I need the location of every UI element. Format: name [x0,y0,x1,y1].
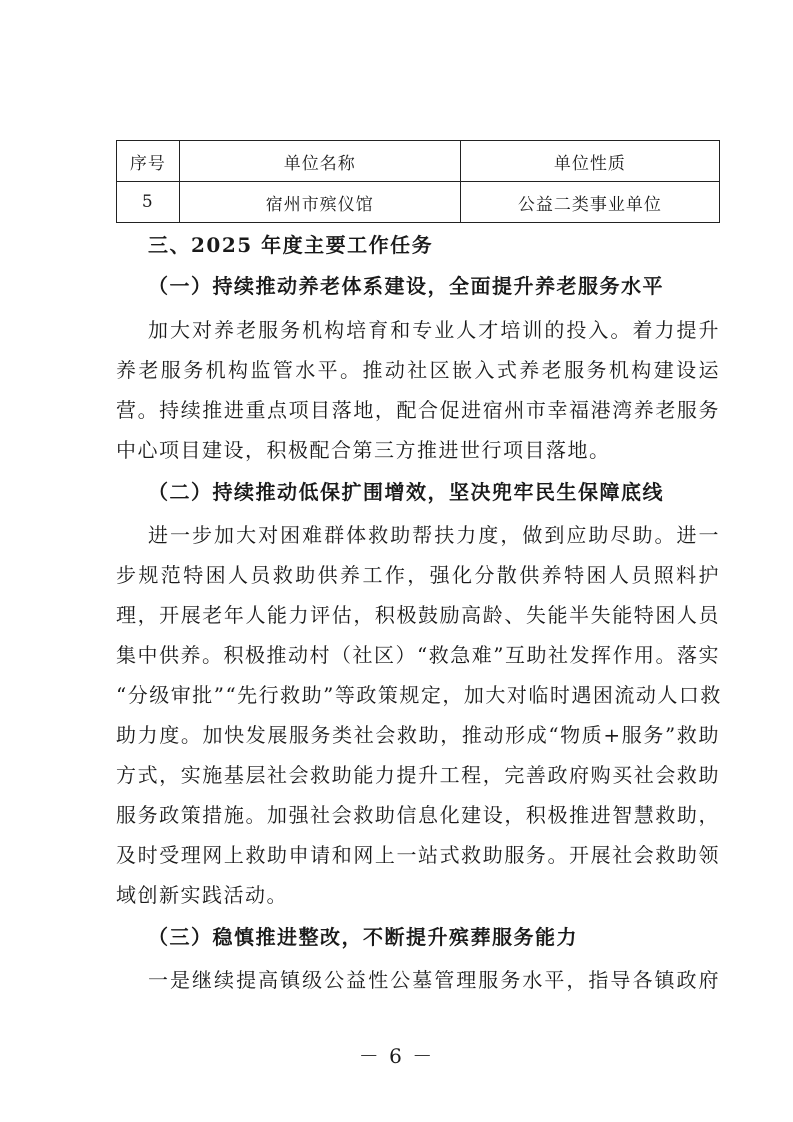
paragraph-line: 中心项目建设，积极配合第三方推进世行项目落地。 [116,438,611,462]
paragraph-line: 一是继续提高镇级公益性公墓管理服务水平，指导各镇政府 [148,968,720,992]
paragraph-line: 营。持续推进重点项目落地，配合促进宿州市幸福港湾养老服务 [116,398,720,422]
paragraph-line: 及时受理网上救助申请和网上一站式救助服务。开展社会救助领 [116,843,720,867]
paragraph-line: 方式，实施基层社会救助能力提升工程，完善政府购买社会救助 [116,763,720,787]
table-cell-unit-nature: 公益二类事业单位 [460,182,719,223]
paragraph-line: 步规范特困人员救助供养工作，强化分散供养特困人员照料护 [116,563,720,587]
subsection-heading-3: （三）稳慎推进整改，不断提升殡葬服务能力 [148,925,578,949]
unit-table [116,140,720,223]
paragraph-line: 养老服务机构监管水平。推动社区嵌入式养老服务机构建设运 [116,358,720,382]
paragraph-line: 服务政策措施。加强社会救助信息化建设，积极推进智慧救助， [116,803,720,827]
paragraph-line: 集中供养。积极推动村（社区）“救急难”互助社发挥作用。落实 [116,643,720,667]
header-cell-unit-nature: 单位性质 [460,141,719,182]
table-row [117,182,720,223]
subsection-heading-2: （二）持续推动低保扩围增效，坚决兜牢民生保障底线 [148,480,664,504]
paragraph-line: 加大对养老服务机构培育和专业人才培训的投入。着力提升 [148,318,720,342]
paragraph-line: “分级审批”“先行救助”等政策规定，加大对临时遇困流动人口救 [116,683,722,707]
paragraph-line: 理，开展老年人能力评估，积极鼓励高龄、失能半失能特困人员 [116,603,720,627]
page-number: － 6 － [358,1044,435,1068]
table-cell-index: 5 [117,182,180,223]
paragraph-line: 助力度。加快发展服务类社会救助，推动形成“物质+服务”救助 [116,723,720,747]
paragraph-line: 域创新实践活动。 [116,883,288,907]
section-title: 三、2025 年度主要工作任务 [148,233,434,257]
table-header-row [117,141,720,182]
table-cell-unit-name: 宿州市殡仪馆 [179,182,460,223]
header-cell-unit-name: 单位名称 [179,141,460,182]
subsection-heading-1: （一）持续推动养老体系建设，全面提升养老服务水平 [148,274,664,298]
paragraph-line: 进一步加大对困难群体救助帮扶力度，做到应助尽助。进一 [148,523,720,547]
header-cell-index: 序号 [117,141,180,182]
